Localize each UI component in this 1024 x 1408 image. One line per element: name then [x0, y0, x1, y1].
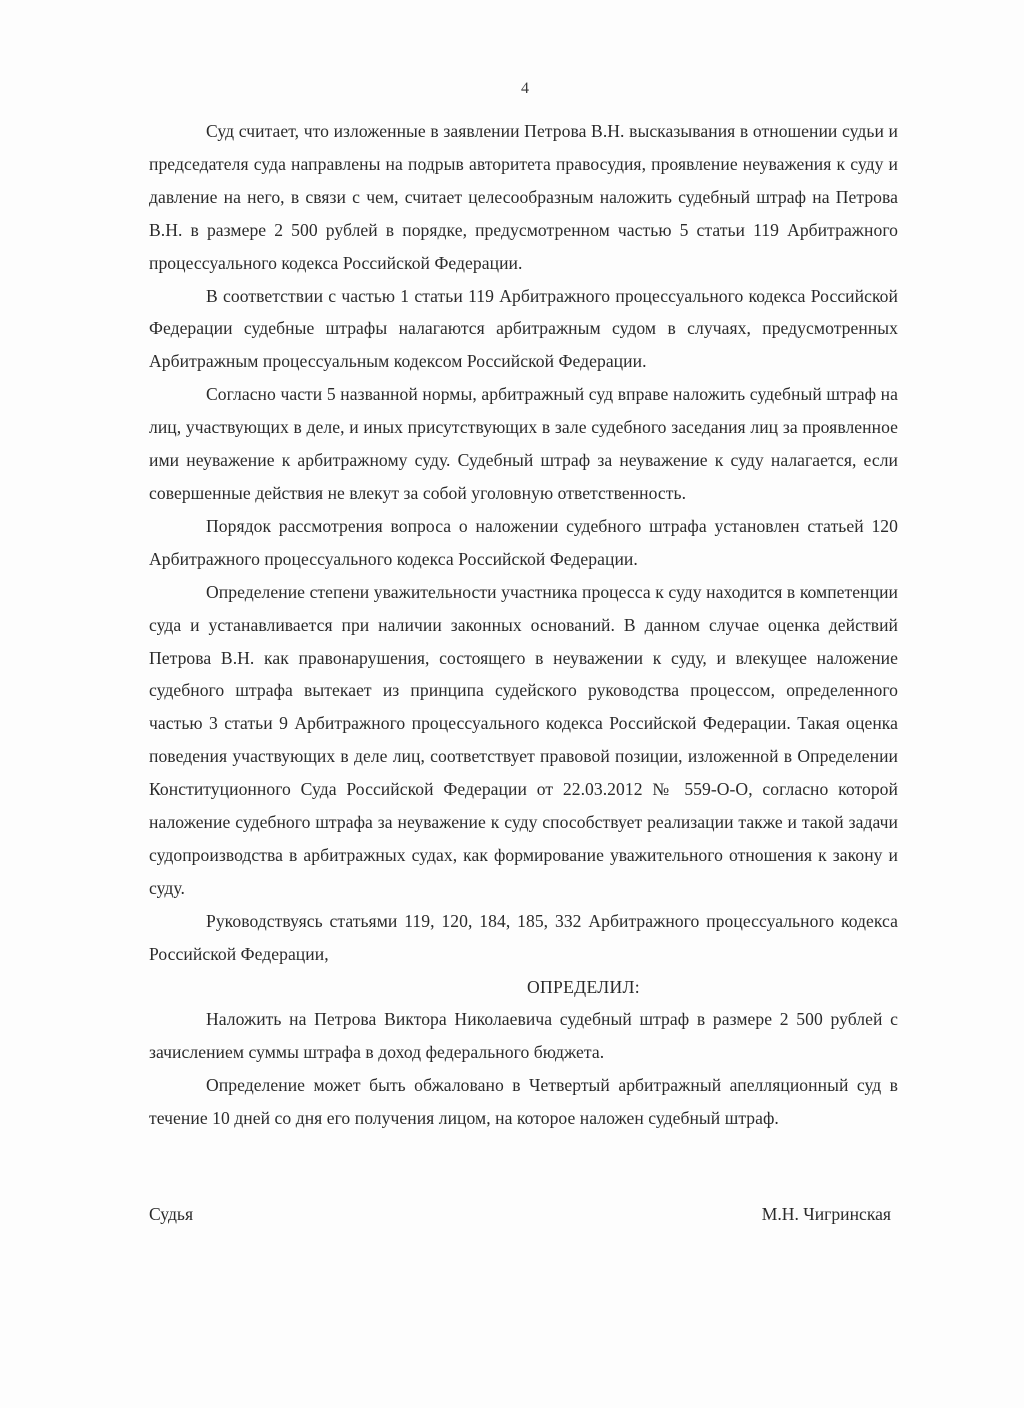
paragraph-article-119-part-5: Согласно части 5 названной нормы, арбитражный суд вправе наложить судебный штраф на лиц, участвующих в деле, и иных присутствующих в зале судебного заседания лиц за проявленное ими неуважение к арбитражному суду. Судебный штраф за неуважение к суду налагается, если совершенные действия не влекут за собой уголовную ответственность. [149, 384, 898, 503]
signature-name: М.Н. Чигринская [761, 1204, 891, 1224]
paragraph-article-119-part-1: В соответствии с частью 1 статьи 119 Арбитражного процессуального кодекса Российской Федерации судебные штрафы налагаются арбитражным судом в случаях, предусмотренных Арбитражным процессуальным кодексом Российской Федерации. [149, 285, 898, 372]
page-number: 4 [521, 80, 529, 97]
document-body [149, 115, 898, 1135]
signature-block [149, 1204, 891, 1225]
paragraph-appeal: Определение может быть обжаловано в Четвертый арбитражный апелляционный суд в течение 10 дней со дня его получения лицом, на которое наложен судебный штраф. [149, 1075, 898, 1129]
paragraph-impose-fine: Наложить на Петрова Виктора Николаевича судебный штраф в размере 2 500 рублей с зачислением суммы штрафа в доход федерального бюджета. [149, 1009, 898, 1063]
paragraph-court-opinion: Суд считает, что изложенные в заявлении Петрова В.Н. высказывания в отношении судьи и председателя суда направлены на подрыв авторитета правосудия, проявление неуважения к суду и давление на него, в связи с чем, считает целесообразным наложить судебный штраф на Петрова В.Н. в размере 2 500 рублей в порядке, предусмотренном частью 5 статьи 119 Арбитражного процессуального кодекса Российской Федерации. [149, 121, 898, 273]
paragraph-assessment: Определение степени уважительности участника процесса к суду находится в компетенции суда и устанавливается при наличии законных оснований. В данном случае оценка действий Петрова В.Н. как правонарушения, состоящего в неуважении к суду, и влекущее наложение судебного штрафа вытекает из принципа судейского руководства процессом, определенного частью 3 статьи 9 Арбитражного процессуального кодекса Российской Федерации. Такая оценка поведения участвующих в деле лиц, соответствует правовой позиции, изложенной в Определении Конституционного Суда Российской Федерации от 22.03.2012 № 559-О-О, согласно которой наложение судебного штрафа за неуважение к суду способствует реализации также и такой задачи судопроизводства в арбитражных судах, как формирование уважительного отношения к закону и суду. [149, 581, 898, 898]
resolution-heading: ОПРЕДЕЛИЛ: [527, 976, 640, 997]
signature-title: Судья [149, 1204, 194, 1224]
paragraph-article-120: Порядок рассмотрения вопроса о наложении судебного штрафа установлен статьей 120 Арбитражного процессуального кодекса Российской Федерации. [149, 515, 898, 569]
paragraph-guided-by: Руководствуясь статьями 119, 120, 184, 185, 332 Арбитражного процессуального кодекса Российской Федерации, [149, 910, 898, 964]
